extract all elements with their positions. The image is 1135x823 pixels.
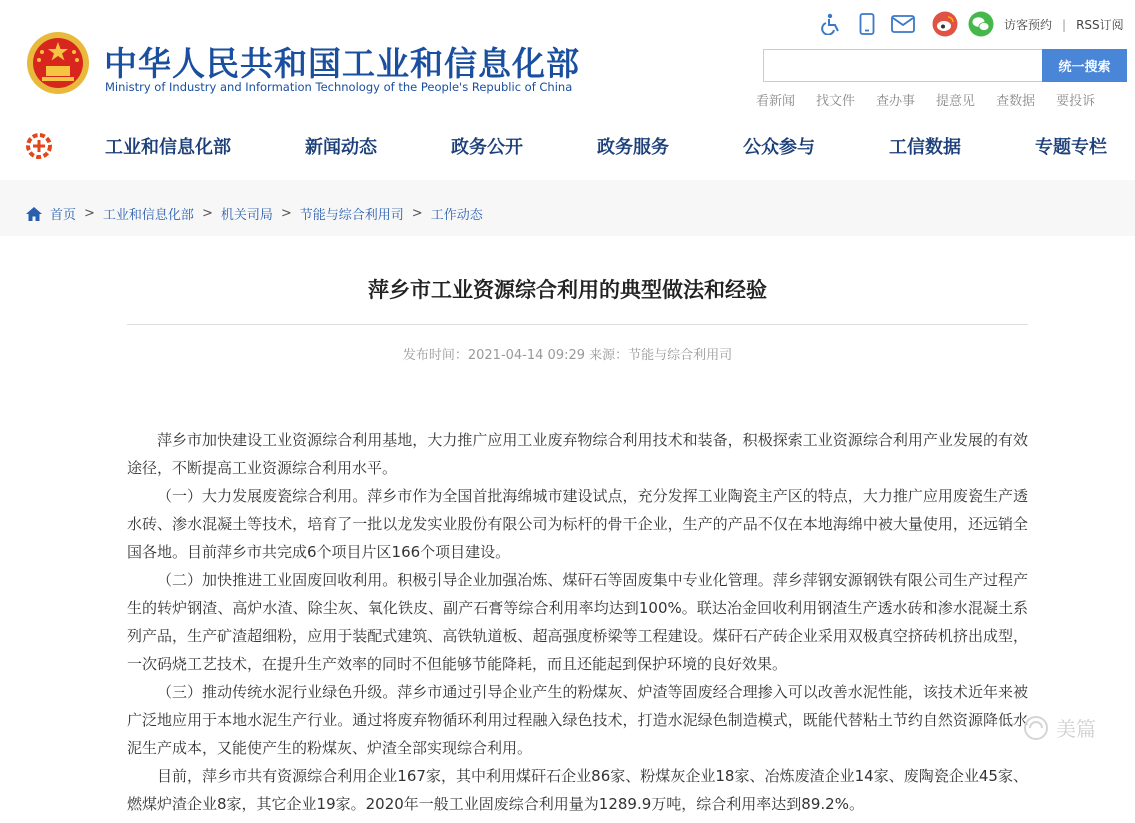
nav-item-data[interactable]: 工信数据	[889, 137, 961, 158]
breadcrumb-home[interactable]: 首页	[50, 208, 77, 223]
nav-item-gov-affairs[interactable]: 政务公开	[451, 137, 523, 158]
quick-link-news[interactable]: 看新闻	[756, 94, 796, 109]
utility-links	[1004, 16, 1124, 33]
mail-icon[interactable]	[890, 11, 916, 37]
national-emblem-icon[interactable]	[26, 30, 90, 96]
search-button[interactable]: 统一搜索	[1042, 49, 1127, 82]
breadcrumb-work-news[interactable]: 工作动态	[430, 208, 483, 223]
visitor-appointment-link[interactable]: 访客预约	[1004, 18, 1053, 32]
breadcrumb-energy-dept[interactable]: 节能与综合利用司	[299, 208, 404, 223]
quick-link-data[interactable]: 查数据	[996, 94, 1036, 109]
weibo-icon[interactable]	[932, 11, 958, 37]
breadcrumb-separator: >	[84, 206, 95, 221]
header	[0, 0, 1135, 180]
article-paragraph: （三）推动传统水泥行业绿色升级。萍乡市通过引导企业产生的粉煤灰、炉渣等固废经合理掺入可以改善水泥性能，该技术近年来被广泛地应用于本地水泥生产行业。通过将废弃物循环利用过程融入绿色技术，打造水泥绿色制造模式，既能代替粘土节约自然资源降低水泥生产成本，又能使产生的粉煤灰、炉渣全部实现综合利用。	[127, 683, 1028, 757]
article-paragraph: 目前，萍乡市共有资源综合利用企业167家，其中利用煤矸石企业86家、粉煤灰企业18家、冶炼废渣企业14家、废陶瓷企业45家、燃煤炉渣企业8家，其它企业19家。2020年一般工业固废综合利用量为1289.9万吨，综合利用率达到89.2%。	[127, 767, 1028, 813]
rss-link[interactable]: RSS订阅	[1076, 18, 1124, 32]
article-paragraph: （一）大力发展废瓷综合利用。萍乡市作为全国首批海绵城市建设试点，充分发挥工业陶瓷主产区的特点，大力推广应用废瓷生产透水砖、渗水混凝土等技术，培育了一批以龙发实业股份有限公司为标杆的骨干企业，生产的产品不仅在本地海绵中被大量使用，还远销全国各地。目前萍乡市共完成6个项目片区166个项目建设。	[127, 487, 1028, 561]
nav-item-news[interactable]: 新闻动态	[305, 137, 377, 158]
article-meta: 发布时间：2021-04-14 09:29 来源：节能与综合利用司	[402, 348, 733, 363]
nav-item-public-participation[interactable]: 公众参与	[743, 137, 815, 158]
main-nav	[0, 118, 1135, 174]
search-input[interactable]	[763, 49, 1043, 82]
breadcrumb-separator: >	[411, 206, 423, 221]
quick-link-feedback[interactable]: 提意见	[936, 94, 976, 109]
breadcrumb-ministry[interactable]: 工业和信息化部	[102, 208, 194, 223]
home-icon[interactable]	[26, 207, 42, 221]
article-body	[127, 426, 1028, 818]
breadcrumb-separator: >	[201, 206, 213, 221]
accessibility-icon[interactable]	[818, 11, 844, 37]
quick-link-complaint[interactable]: 要投诉	[1056, 94, 1096, 109]
article-paragraph: 萍乡市加快建设工业资源综合利用基地，大力推广应用工业废弃物综合利用技术和装备，积极探索工业资源综合利用产业发展的有效途径，不断提高工业资源综合利用水平。	[127, 431, 1028, 477]
title-divider	[127, 324, 1028, 325]
separator: |	[1062, 18, 1067, 32]
watermark	[1022, 713, 1096, 742]
quick-link-files[interactable]: 找文件	[816, 94, 856, 109]
nav-item-gov-services[interactable]: 政务服务	[597, 137, 669, 158]
miit-logo-icon[interactable]	[24, 131, 54, 161]
site-title[interactable]: 中华人民共和国工业和信息化部	[104, 44, 580, 83]
watermark-text: 美篇	[1056, 717, 1096, 741]
breadcrumb-departments[interactable]: 机关司局	[220, 208, 273, 223]
quick-link-services[interactable]: 查办事	[876, 94, 916, 109]
nav-item-special-topics[interactable]: 专题专栏	[1035, 137, 1107, 158]
watermark-icon	[1022, 714, 1050, 742]
article-paragraph: （二）加快推进工业固废回收利用。积极引导企业加强冶炼、煤矸石等固废集中专业化管理。萍乡萍钢安源钢铁有限公司生产过程产生的转炉钢渣、高炉水渣、除尘灰、氧化铁皮、副产石膏等综合利用率均达到100%。联达冶金回收利用钢渣生产透水砖和渗水混凝土系列产品，生产矿渣超细粉，应用于装配式建筑、高铁轨道板、超高强度桥梁等工程建设。煤矸石产砖企业采用双极真空挤砖机挤出成型，一次码烧工艺技术，在提升生产效率的同时不但能够节能降耗，而且还能起到保护环境的良好效果。	[127, 571, 1028, 673]
breadcrumb	[26, 204, 483, 223]
mobile-icon[interactable]	[854, 11, 880, 37]
site-subtitle: Ministry of Industry and Information Technology of the People's Republic of China	[105, 80, 573, 94]
utility-icons	[818, 10, 1004, 38]
wechat-icon[interactable]	[968, 11, 994, 37]
breadcrumb-separator: >	[280, 206, 292, 221]
quick-links	[756, 90, 1116, 109]
article-title: 萍乡市工业资源综合利用的典型做法和经验	[368, 278, 767, 302]
nav-item-ministry[interactable]: 工业和信息化部	[105, 137, 231, 158]
